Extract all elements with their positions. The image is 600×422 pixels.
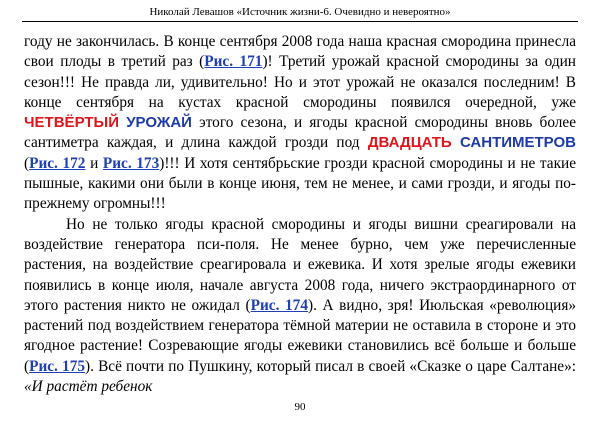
page-number: 90 — [294, 401, 306, 413]
figure-link-175[interactable]: Рис. 175 — [29, 357, 85, 375]
paragraph-1-text-3: этого сезона, и ягоды красной смородины вновь более сантиметра каждая, и длина каждой грозди под — [24, 114, 577, 152]
running-header: Николай Левашов «Источник жизни-6. Очевидно и невероятно» — [22, 6, 578, 22]
paragraph-1-text-4: ( — [24, 154, 30, 172]
emphasis-fourth: ЧЕТВЁРТЫЙ — [24, 114, 120, 132]
emphasis-twenty: ДВАДЦАТЬ — [367, 134, 452, 152]
paragraph-1-text-6: )!!! И хотя сентябрьские грозди красной смородины и не такие пышные, какими они были в конце июня, тем не менее, и сами грозди, и ягоды по-прежнему огромны!!! — [24, 154, 576, 213]
figure-link-172[interactable]: Рис. 172 — [29, 154, 86, 172]
paragraph-1-text-5: и — [85, 154, 103, 172]
emphasis-centimeters: САНТИМЕТРОВ — [459, 134, 576, 152]
paragraph-2-text-3: ). Всё почти по Пушкину, который писал в своей «Сказке о царе Салтане»: — [85, 357, 576, 375]
paragraph-1-text-2: )! Третий урожай красной смородины за один сезон!!! Не правда ли, удивительно! Но и этот урожай не оказался последним! В конце сентября на кустах красной смородины появился очередной, уже — [24, 53, 576, 111]
page-body — [24, 32, 576, 397]
paragraph-1 — [24, 32, 576, 215]
paragraph-2 — [24, 215, 576, 398]
paragraph-2-text-2: ). А видно, зря! Июльская «революция» растений под воздействием генератора тёмной материи не оставила в стороне и это ягодное растение! Созревающие ягоды ежевики становились всё больше и больше ( — [24, 296, 576, 375]
pushkin-quote: «И растёт ребенок — [24, 378, 153, 396]
emphasis-harvest: УРОЖАЙ — [126, 114, 192, 132]
paragraph-1-text-1: году не закончилась. В конце сентября 2008 года наша красная смородина принесла свои плоды в третий раз ( — [24, 33, 576, 71]
figure-link-173[interactable]: Рис. 173 — [102, 154, 160, 172]
paragraph-2-text-1: Но не только ягоды красной смородины и ягоды вишни среагировали на воздействие генератора пси-поля. Не менее бурно, чем уже перечисленные растения, на воздействие среагировала и ежевика. И хотя зрелые ягоды ежевики появились в конце июля, начале августа 2008 года, ничего экстраординарного от этого растения никто не ожидал ( — [24, 215, 576, 314]
figure-link-174[interactable]: Рис. 174 — [250, 296, 308, 314]
figure-link-171[interactable]: Рис. 171 — [204, 53, 263, 71]
